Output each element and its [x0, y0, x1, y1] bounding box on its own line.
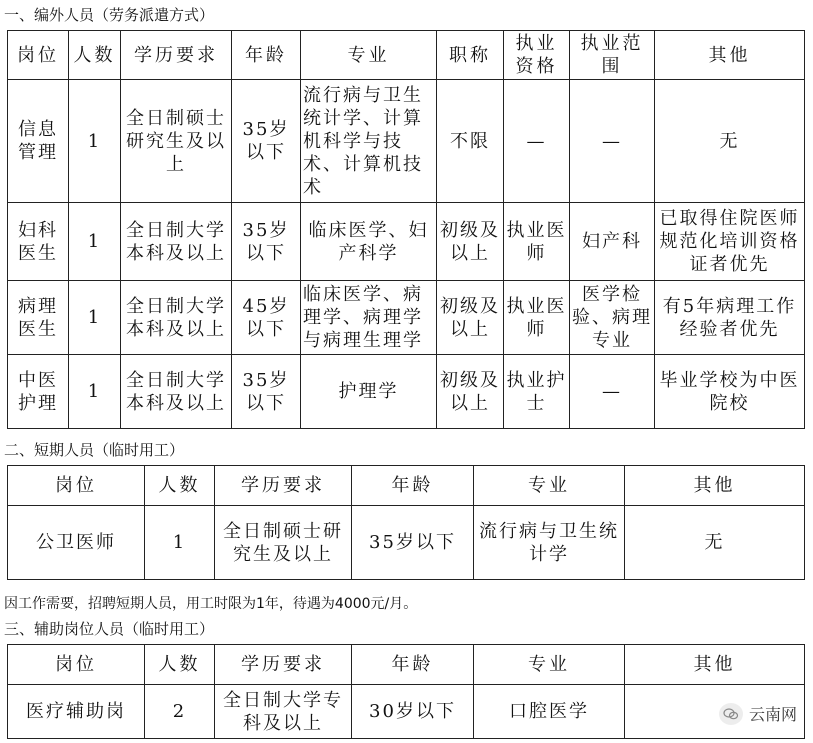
table-cell: 无 [655, 80, 805, 203]
table-cell: 毕业学校为中医院校 [655, 355, 805, 429]
table-cell: 初级及以上 [437, 281, 504, 355]
staff-table-3 [7, 644, 805, 739]
table-cell: 妇科医生 [8, 203, 69, 281]
wechat-icon [719, 703, 743, 725]
table1-header-row [8, 31, 805, 80]
table-cell: 全日制大学本科及以上 [121, 203, 232, 281]
table2-header-cell: 其他 [625, 466, 805, 506]
table-cell: 执业医师 [504, 281, 570, 355]
table-cell: 不限 [437, 80, 504, 203]
table1-header-cell: 其他 [655, 31, 805, 80]
table-cell: 1 [69, 203, 121, 281]
section2-title: 二、短期人员（临时用工） [4, 441, 185, 459]
staff-table-2 [7, 465, 805, 580]
table-cell: 临床医学、妇产科学 [301, 203, 437, 281]
table-cell: 1 [69, 281, 121, 355]
table-cell: 1 [69, 80, 121, 203]
table-cell: 已取得住院医师规范化培训资格证者优先 [655, 203, 805, 281]
table-row [8, 203, 805, 281]
table-cell: 30岁以下 [352, 685, 474, 739]
table2-header-cell: 岗位 [8, 466, 145, 506]
table3-header-cell: 其他 [625, 645, 805, 685]
table-row [8, 355, 805, 429]
table1-header-cell: 岗位 [8, 31, 69, 80]
table-cell: 初级及以上 [437, 203, 504, 281]
table-cell: 执业医师 [504, 203, 570, 281]
table3-header-cell: 人数 [145, 645, 215, 685]
table-cell: 临床医学、病理学、病理学与病理生理学 [301, 281, 437, 355]
table-cell: 执业护士 [504, 355, 570, 429]
table-cell: 35岁以下 [232, 203, 301, 281]
table-row [8, 506, 805, 580]
wechat-icon-svg [723, 707, 739, 721]
table-cell: 35岁以下 [232, 355, 301, 429]
table1-header-cell: 专业 [301, 31, 437, 80]
table-cell: 医学检验、病理专业 [570, 281, 655, 355]
table2-header-row [8, 466, 805, 506]
section3-title: 三、辅助岗位人员（临时用工） [4, 620, 215, 638]
table1-header-cell: 职称 [437, 31, 504, 80]
table-cell: 妇产科 [570, 203, 655, 281]
table-cell: 全日制大学专科及以上 [215, 685, 352, 739]
section1-title: 一、编外人员（劳务派遣方式） [4, 6, 215, 24]
table-cell: 流行病与卫生统计学 [474, 506, 625, 580]
table3-header-row [8, 645, 805, 685]
table-cell: 公卫医师 [8, 506, 145, 580]
table-cell: 无 [625, 506, 805, 580]
table-row [8, 80, 805, 203]
table-cell: 全日制硕士研究生及以上 [121, 80, 232, 203]
table-cell: 初级及以上 [437, 355, 504, 429]
table2-header-cell: 专业 [474, 466, 625, 506]
table1-header-cell: 执业范围 [570, 31, 655, 80]
table-cell: 35岁以下 [232, 80, 301, 203]
table2-header-cell: 学历要求 [215, 466, 352, 506]
table1-header-cell: 执业资格 [504, 31, 570, 80]
table3-header-cell: 岗位 [8, 645, 145, 685]
table-cell: 全日制大学本科及以上 [121, 355, 232, 429]
table-cell: 流行病与卫生统计学、计算机科学与技术、计算机技术 [301, 80, 437, 203]
table-row [8, 281, 805, 355]
table-cell: 病理医生 [8, 281, 69, 355]
table-cell: 1 [145, 506, 215, 580]
table-cell: 45岁以下 [232, 281, 301, 355]
table-cell: 医疗辅助岗 [8, 685, 145, 739]
table3-header-cell: 专业 [474, 645, 625, 685]
table-cell: — [570, 80, 655, 203]
table-cell: 35岁以下 [352, 506, 474, 580]
table1-header-cell: 年龄 [232, 31, 301, 80]
table-cell: 全日制大学本科及以上 [121, 281, 232, 355]
short-term-note: 因工作需要，招聘短期人员，用工时限为1年，待遇为4000元/月。 [4, 596, 418, 612]
table2-header-cell: 年龄 [352, 466, 474, 506]
table-cell: 信息管理 [8, 80, 69, 203]
table-cell: 1 [69, 355, 121, 429]
table-cell: 有5年病理工作经验者优先 [655, 281, 805, 355]
table-cell: — [504, 80, 570, 203]
watermark [719, 702, 797, 725]
table2-header-cell: 人数 [145, 466, 215, 506]
watermark-text: 云南网 [748, 705, 797, 724]
table-cell: 护理学 [301, 355, 437, 429]
table-cell: 中医护理 [8, 355, 69, 429]
table-cell: — [570, 355, 655, 429]
table3-header-cell: 年龄 [352, 645, 474, 685]
table3-header-cell: 学历要求 [215, 645, 352, 685]
staff-table-1 [7, 30, 805, 429]
table-row [8, 685, 805, 739]
table-cell: 全日制硕士研究生及以上 [215, 506, 352, 580]
table-cell: 2 [145, 685, 215, 739]
table1-header-cell: 人数 [69, 31, 121, 80]
table-cell: 口腔医学 [474, 685, 625, 739]
table1-header-cell: 学历要求 [121, 31, 232, 80]
